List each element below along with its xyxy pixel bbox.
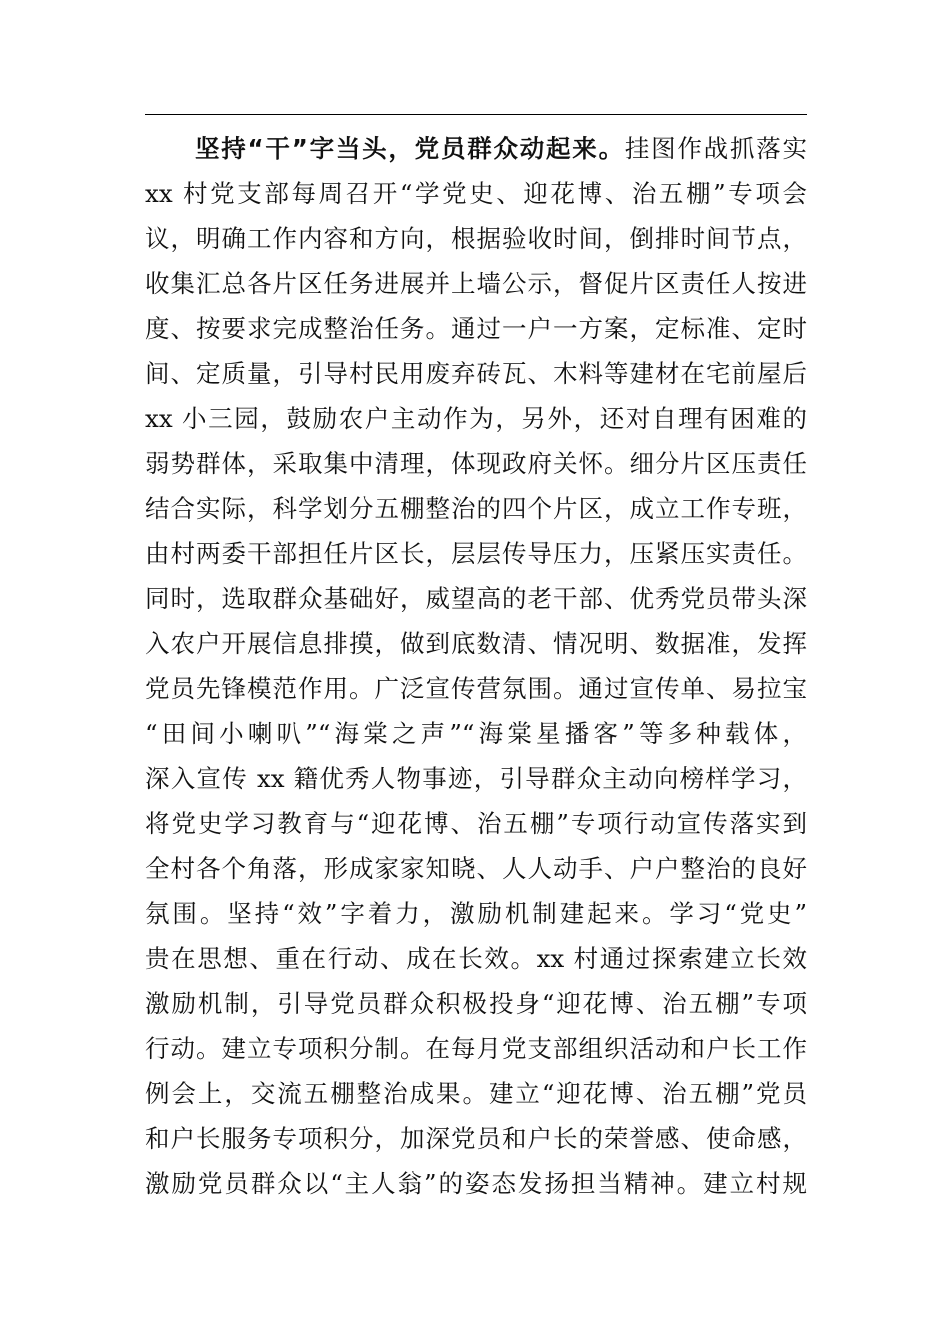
text-line: 间、定质量，引导村民用废弃砖瓦、木料等建材在宅前屋后 [145,359,807,388]
text-line: xx 小三园，鼓励农户主动作为，另外，还对自理有困难的 [145,404,807,433]
header-rule [145,114,807,115]
text-line: 氛围。坚持“效”字着力，激励机制建起来。学习“党史” [145,899,807,928]
text-line: 激励机制，引导党员群众积极投身“迎花博、治五棚”专项 [145,989,807,1018]
text-line: 同时，选取群众基础好，威望高的老干部、优秀党员带头深 [145,584,807,613]
first-line-rest: 挂图作战抓落实 [624,134,808,163]
text-line: xx 村党支部每周召开“学党史、迎花博、治五棚”专项会 [145,179,807,208]
text-line: 弱势群体，采取集中清理，体现政府关怀。细分片区压责任 [145,449,807,478]
text-line: 入农户开展信息排摸，做到底数清、情况明、数据准，发挥 [145,629,807,658]
text-line: “田间小喇叭”“海棠之声”“海棠星播客”等多种载体， [145,719,807,748]
body-paragraph [145,126,807,1206]
text-line: 行动。建立专项积分制。在每月党支部组织活动和户长工作 [145,1034,807,1063]
text-line: 全村各个角落，形成家家知晓、人人动手、户户整治的良好 [145,854,807,883]
text-line: 收集汇总各片区任务进展并上墙公示，督促片区责任人按进 [145,269,807,298]
text-line: 贵在思想、重在行动、成在长效。xx 村通过探索建立长效 [145,944,807,973]
text-line: 例会上，交流五棚整治成果。建立“迎花博、治五棚”党员 [145,1079,807,1108]
text-line: 和户长服务专项积分，加深党员和户长的荣誉感、使命感， [145,1124,807,1153]
lead-sentence-bold: 坚持“干”字当头，党员群众动起来。 [195,134,625,163]
text-line: 将党史学习教育与“迎花博、治五棚”专项行动宣传落实到 [145,809,807,838]
text-line: 党员先锋模范作用。广泛宣传营氛围。通过宣传单、易拉宝 [145,674,807,703]
text-line: 度、按要求完成整治任务。通过一户一方案，定标准、定时 [145,314,807,343]
text-line: 议，明确工作内容和方向，根据验收时间，倒排时间节点， [145,224,807,253]
paragraph-first-line [145,126,807,171]
text-line: 由村两委干部担任片区长，层层传导压力，压紧压实责任。 [145,539,807,568]
text-line: 深入宣传 xx 籍优秀人物事迹，引导群众主动向榜样学习， [145,764,807,793]
text-line: 结合实际，科学划分五棚整治的四个片区，成立工作专班， [145,494,807,523]
text-line: 激励党员群众以“主人翁”的姿态发扬担当精神。建立村规 [145,1169,807,1198]
